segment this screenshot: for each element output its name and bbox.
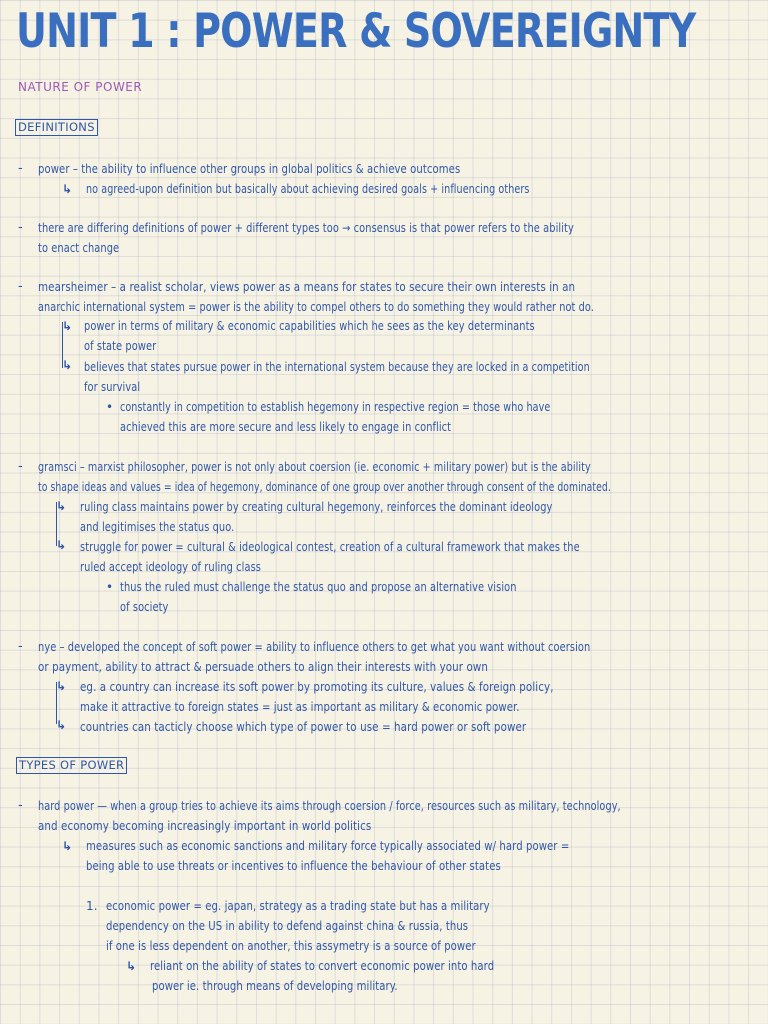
note-line: struggle for power = cultural & ideological contest, creation of a cultural framework that makes the xyxy=(80,540,580,554)
section-subtitle: NATURE OF POWER xyxy=(18,80,143,94)
note-line: or payment, ability to attract & persuade others to align their interests with your own xyxy=(38,660,489,674)
list-number: 1. xyxy=(86,899,98,913)
arrow-icon: ↳ xyxy=(126,959,137,973)
note-line: anarchic international system = power is the ability to compel others to do something they would rather not do. xyxy=(38,300,594,314)
note-line: measures such as economic sanctions and military force typically associated w/ hard power = xyxy=(86,839,570,853)
note-line: reliant on the ability of states to convert economic power into hard xyxy=(150,959,495,973)
note-line: ruled accept ideology of ruling class xyxy=(80,560,262,574)
note-line: gramsci – marxist philosopher, power is not only about coersion (ie. economic + military power) but is the ability xyxy=(38,460,591,474)
note-line: to shape ideas and values = idea of hegemony, dominance of one group over another through consent of the dominated. xyxy=(38,480,611,494)
definitions-heading: DEFINITIONS xyxy=(15,119,98,136)
bullet-dash: - xyxy=(18,798,23,813)
note-line: to enact change xyxy=(38,241,120,255)
arrow-icon: ↳ xyxy=(56,499,67,513)
note-line: and economy becoming increasingly important in world politics xyxy=(38,819,372,833)
note-line: power – the ability to influence other groups in global politics & achieve outcomes xyxy=(38,162,461,176)
bullet-dot-icon: • xyxy=(106,400,114,414)
bullet-dash: - xyxy=(18,459,23,474)
arrow-icon: ↳ xyxy=(56,679,67,693)
bullet-dash: - xyxy=(18,639,23,654)
note-line: economic power = eg. japan, strategy as a trading state but has a military xyxy=(106,899,490,913)
note-line: there are differing definitions of power + different types too → consensus is that power refers to the ability xyxy=(38,221,574,235)
arrow-icon: ↳ xyxy=(62,182,73,196)
note-line: if one is less dependent on another, this assymetry is a source of power xyxy=(106,939,476,953)
note-line: nye – developed the concept of soft power = ability to influence others to get what you want without coersion xyxy=(38,640,591,654)
arrow-icon: ↳ xyxy=(56,718,67,732)
note-line: for survival xyxy=(84,380,141,394)
note-line: constantly in competition to establish hegemony in respective region = those who have xyxy=(120,400,551,414)
types-of-power-heading: TYPES OF POWER xyxy=(16,757,127,774)
note-line: countries can tacticly choose which type of power to use = hard power or soft power xyxy=(80,720,527,734)
arrow-icon: ↳ xyxy=(56,538,67,552)
note-line: believes that states pursue power in the international system because they are locked in a competition xyxy=(84,360,590,374)
note-line: being able to use threats or incentives to influence the behaviour of other states xyxy=(86,859,501,873)
note-line: mearsheimer – a realist scholar, views power as a means for states to secure their own interests in an xyxy=(38,280,576,294)
bullet-dash: - xyxy=(18,279,23,294)
bullet-dash: - xyxy=(18,161,23,176)
note-line: eg. a country can increase its soft power by promoting its culture, values & foreign policy, xyxy=(80,680,554,694)
note-line: of state power xyxy=(84,339,157,353)
note-line: of society xyxy=(120,600,169,614)
note-line: no agreed-upon definition but basically about achieving desired goals + influencing others xyxy=(86,182,530,196)
note-line: hard power — when a group tries to achieve its aims through coersion / force, resources such as military, technology, xyxy=(38,799,621,813)
note-line: ruling class maintains power by creating cultural hegemony, reinforces the dominant ideology xyxy=(80,500,553,514)
note-line: achieved this are more secure and less likely to engage in conflict xyxy=(120,420,452,434)
arrow-icon: ↳ xyxy=(62,358,73,372)
note-line: dependency on the US in ability to defend against china & russia, thus xyxy=(106,919,469,933)
note-line: make it attractive to foreign states = just as important as military & economic power. xyxy=(80,700,520,714)
note-line: thus the ruled must challenge the status quo and propose an alternative vision xyxy=(120,580,517,594)
bullet-dot-icon: • xyxy=(106,580,114,594)
page-title: UNIT 1 : POWER & SOVEREIGNTY xyxy=(16,4,696,59)
note-line: and legitimises the status quo. xyxy=(80,520,235,534)
note-line: power in terms of military & economic capabilities which he sees as the key determinants xyxy=(84,319,535,333)
arrow-icon: ↳ xyxy=(62,839,73,853)
bullet-dash: - xyxy=(18,220,23,235)
arrow-icon: ↳ xyxy=(62,319,73,333)
note-line: power ie. through means of developing military. xyxy=(152,979,398,993)
